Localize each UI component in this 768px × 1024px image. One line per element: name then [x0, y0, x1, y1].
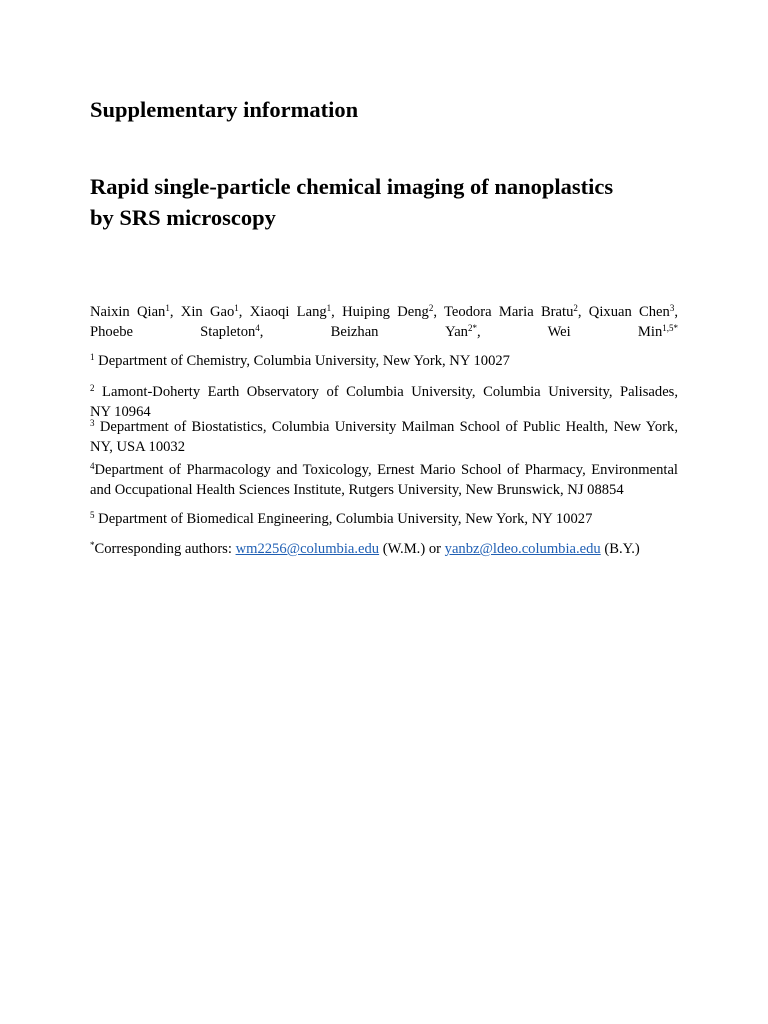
- affiliation-text: Department of Pharmacology and Toxicology, Ernest Mario School of Pharmacy, Environmental: [94, 462, 678, 478]
- affiliation-number: 3: [90, 418, 95, 428]
- title-line-1: Rapid single-particle chemical imaging of nanoplastics: [90, 174, 614, 199]
- author-name: Wei Min: [547, 324, 663, 340]
- paper-title: [90, 171, 690, 233]
- author-affiliation-marker: 3: [669, 303, 675, 313]
- affiliation-line: [90, 351, 678, 371]
- corresponding-line: [90, 539, 678, 559]
- email-link-wm[interactable]: wm2256@columbia.edu: [235, 541, 380, 557]
- author-name: Xin Gao: [180, 304, 235, 320]
- affiliation-number: 5: [90, 510, 95, 520]
- affiliation-text: Department of Chemistry, Columbia University, New York, NY 10027: [98, 353, 510, 369]
- affiliation-line: NY 10964: [90, 404, 151, 420]
- affiliation-3: [90, 417, 678, 457]
- affiliation-2: [90, 382, 678, 422]
- author-name: Naixin Qian: [90, 304, 166, 320]
- author-name: Teodora Maria Bratu: [443, 304, 574, 320]
- affiliation-number: 4: [90, 461, 95, 471]
- affiliation-1: [90, 351, 678, 371]
- title-line-2: by SRS microscopy: [90, 205, 276, 230]
- author-affiliation-marker: 1: [234, 303, 239, 313]
- supplementary-heading: Supplementary information: [90, 97, 359, 122]
- corresponding-prefix: Corresponding authors:: [94, 541, 236, 557]
- author-affiliation-marker: 1: [326, 303, 332, 313]
- affiliation-5: [90, 509, 678, 529]
- author-name: Beizhan Yan: [330, 324, 468, 340]
- author-name: Xiaoqi Lang: [249, 304, 327, 320]
- author-name: Phoebe Stapleton: [90, 324, 256, 340]
- affiliation-number: 2: [90, 383, 95, 393]
- affiliation-text: Department of Biomedical Engineering, Columbia University, New York, NY 10027: [98, 511, 593, 527]
- author-name: Qixuan Chen: [588, 304, 670, 320]
- affiliation-line: [90, 382, 678, 402]
- author-affiliation-marker: 4: [255, 323, 260, 333]
- author-affiliation-marker: 2: [428, 303, 434, 313]
- affiliation-text: Department of Biostatistics, Columbia University Mailman School of Public Health, New York,: [99, 419, 678, 435]
- corresponding-authors: [90, 539, 678, 559]
- affiliation-line: NY, USA 10032: [90, 439, 186, 455]
- affiliation-line: [90, 460, 678, 480]
- email-link-yanbz[interactable]: yanbz@ldeo.columbia.edu: [444, 541, 601, 557]
- affiliation-line: [90, 417, 678, 437]
- author-list: Naixin Qian$^1$, Xin Gao$^1$, Xiaoqi Lang$^1$, Huiping Deng$^2$, Teodora Maria Bratu$^2$, Qixuan Chen$^3$, Phoebe Stapleton$^4$, Beizhan Yan$^{2*}$, Wei Min$^{1,5*}$: [90, 303, 678, 340]
- author-affiliation-marker: 2*: [467, 323, 477, 333]
- author-name: Huiping Deng: [342, 304, 429, 320]
- author-affiliation-marker: 2: [573, 303, 578, 313]
- affiliation-text: Lamont-Doherty Earth Observatory of Columbia University, Columbia University, Palisades,: [102, 384, 678, 400]
- author-affiliation-marker: 1,5*: [662, 323, 678, 333]
- corresponding-initials-2: (B.Y.): [600, 541, 640, 557]
- affiliation-line: and Occupational Health Sciences Institute, Rutgers University, New Brunswick, NJ 08854: [90, 482, 624, 498]
- author-affiliation-marker: 1: [165, 303, 170, 313]
- corresponding-mark: *: [90, 540, 95, 550]
- affiliation-number: 1: [90, 352, 95, 362]
- affiliation-line: [90, 509, 678, 529]
- affiliation-4: [90, 460, 678, 500]
- corresponding-initials-1: (W.M.) or: [379, 541, 445, 557]
